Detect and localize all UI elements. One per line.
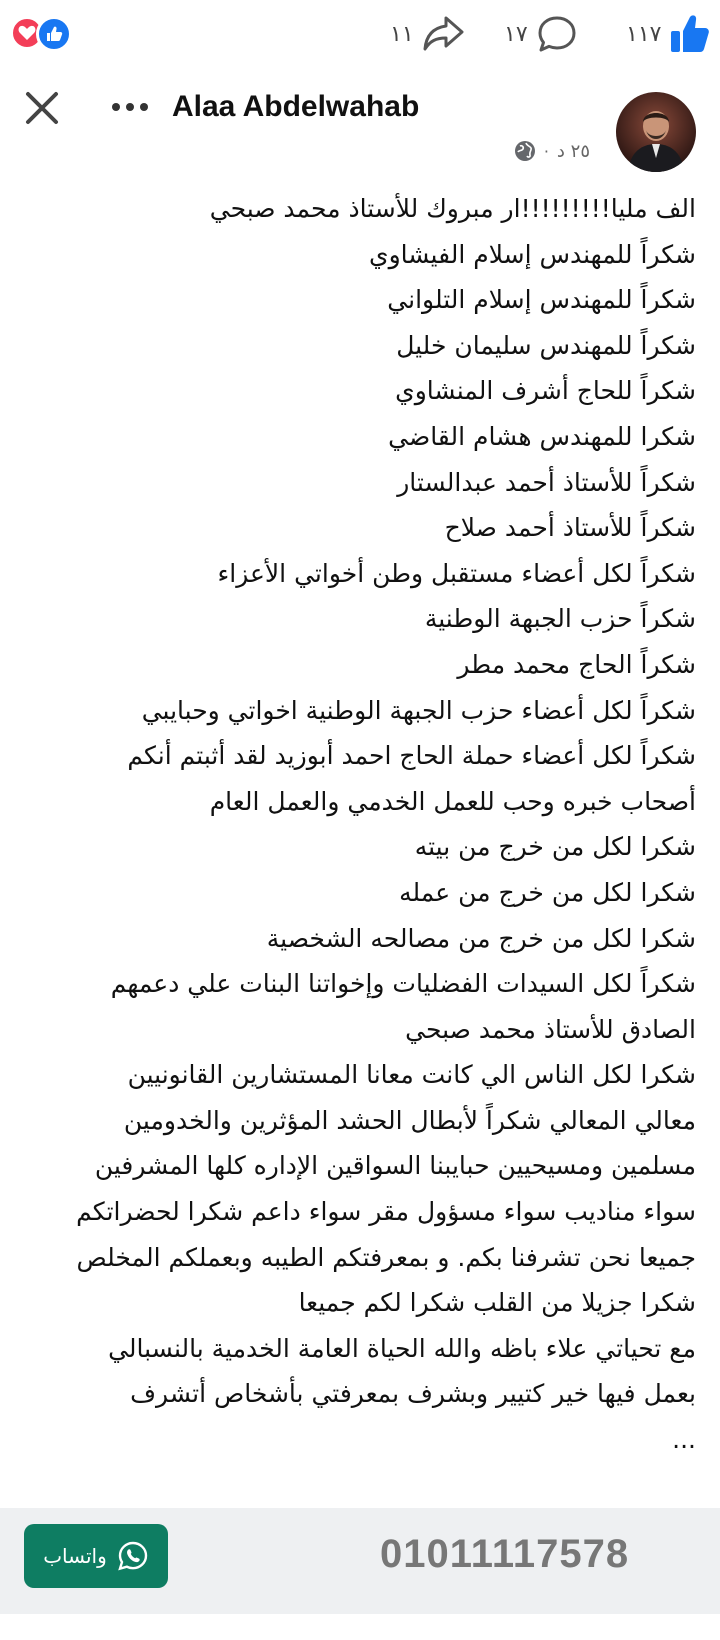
reaction-bar [0,0,720,70]
post-text [20,186,696,1463]
post-line: شكرا لكل الناس الي كانت معانا المستشارين القانونيين [127,1060,696,1090]
like-icon [36,16,72,52]
post-line: سواء مناديب سواء مسؤول مقر سواء داعم شكرا لحضراتكم [76,1197,696,1227]
post-line: شكراً لكل أعضاء حزب الجبهة الوطنية اخواتي وحبايبي [141,695,696,725]
post-line: شكراً الحاج محمد مطر [457,649,696,679]
share-icon [422,14,466,54]
post-line: ... [672,1425,696,1455]
post-line: مع تحياتي علاء باظه والله الحياة العامة الخدمية بالنسبالي [108,1333,696,1363]
post-line: شكراً للمهندس سليمان خليل [396,330,696,360]
whatsapp-button[interactable] [24,1524,168,1588]
post-line: شكرا لكل من خرج من مصالحه الشخصية [266,923,696,953]
like-stat[interactable] [626,14,711,54]
like-count: ١١٧ [626,21,662,47]
post-line: شكرا لكل من خرج من بيته [414,832,696,862]
close-icon [22,88,62,128]
post-line: شكراً لكل أعضاء حملة الحاج احمد أبوزيد لقد أثبتم أنكم [127,741,696,771]
post-line: شكراً للأستاذ أحمد عبدالستار [397,467,696,497]
post-line: شكرا للمهندس هشام القاضي [388,421,696,451]
post-line: جميعا نحن تشرفنا بكم. و بمعرفتكم الطيبه وبعملكم المخلص [76,1242,696,1272]
share-stat[interactable] [390,14,466,54]
post-line: شكراً للحاج أشرف المنشاوي [395,376,696,406]
comment-icon [536,14,578,54]
phone-number[interactable]: 01011117578 [380,1532,630,1576]
post-line: شكرا جزيلا من القلب شكرا لكم جميعا [298,1288,696,1318]
post-line: شكرا لكل من خرج من عمله [399,877,696,907]
post-line: الصادق للأستاذ محمد صبحي [405,1014,696,1044]
post-line: معالي المعالي شكراً لأبطال الحشد المؤثرين والخدومين [123,1105,696,1135]
comment-stat[interactable] [504,14,578,54]
post-line: شكراً للمهندس إسلام التلواني [387,285,696,315]
share-count: ١١ [390,21,414,47]
more-icon [108,92,152,122]
more-options-button[interactable] [108,92,152,122]
close-button[interactable] [22,88,62,128]
whatsapp-icon [117,1540,149,1572]
post-line: شكراً للمهندس إسلام الفيشاوي [369,239,696,269]
post-line: شكراً للأستاذ أحمد صلاح [444,513,696,543]
post-line: شكراً لكل أعضاء مستقبل وطن أخواتي الأعزاء [217,558,696,588]
post-meta: ٢٥ د · [514,140,590,162]
post-line: مسلمين ومسيحيين حبايبنا السواقين الإداره كلها المشرفين [94,1151,696,1181]
post-line: بعمل فيها خير كتيير وبشرف بمعرفتي بأشخاص أتشرف [130,1379,696,1409]
avatar[interactable] [616,92,696,172]
post-time[interactable]: ٢٥ د [556,140,590,162]
whatsapp-label: واتساب [43,1544,107,1568]
post-line: الف مليا!!!!!!!!!ار مبروك للأستاذ محمد صبحي [209,194,696,223]
reaction-summary[interactable] [8,14,78,54]
contact-footer [0,1508,720,1614]
post-line: شكراً حزب الجبهة الوطنية [424,604,696,634]
thumbs-up-icon [669,13,711,55]
post-line: أصحاب خبره وحب للعمل الخدمي والعمل العام [209,786,696,816]
globe-icon [514,140,536,162]
author-name[interactable]: Alaa Abdelwahab [172,90,420,123]
comment-count: ١٧ [504,21,528,47]
post-line: شكراً لكل السيدات الفضليات وإخواتنا البنات علي دعمهم [110,969,696,999]
